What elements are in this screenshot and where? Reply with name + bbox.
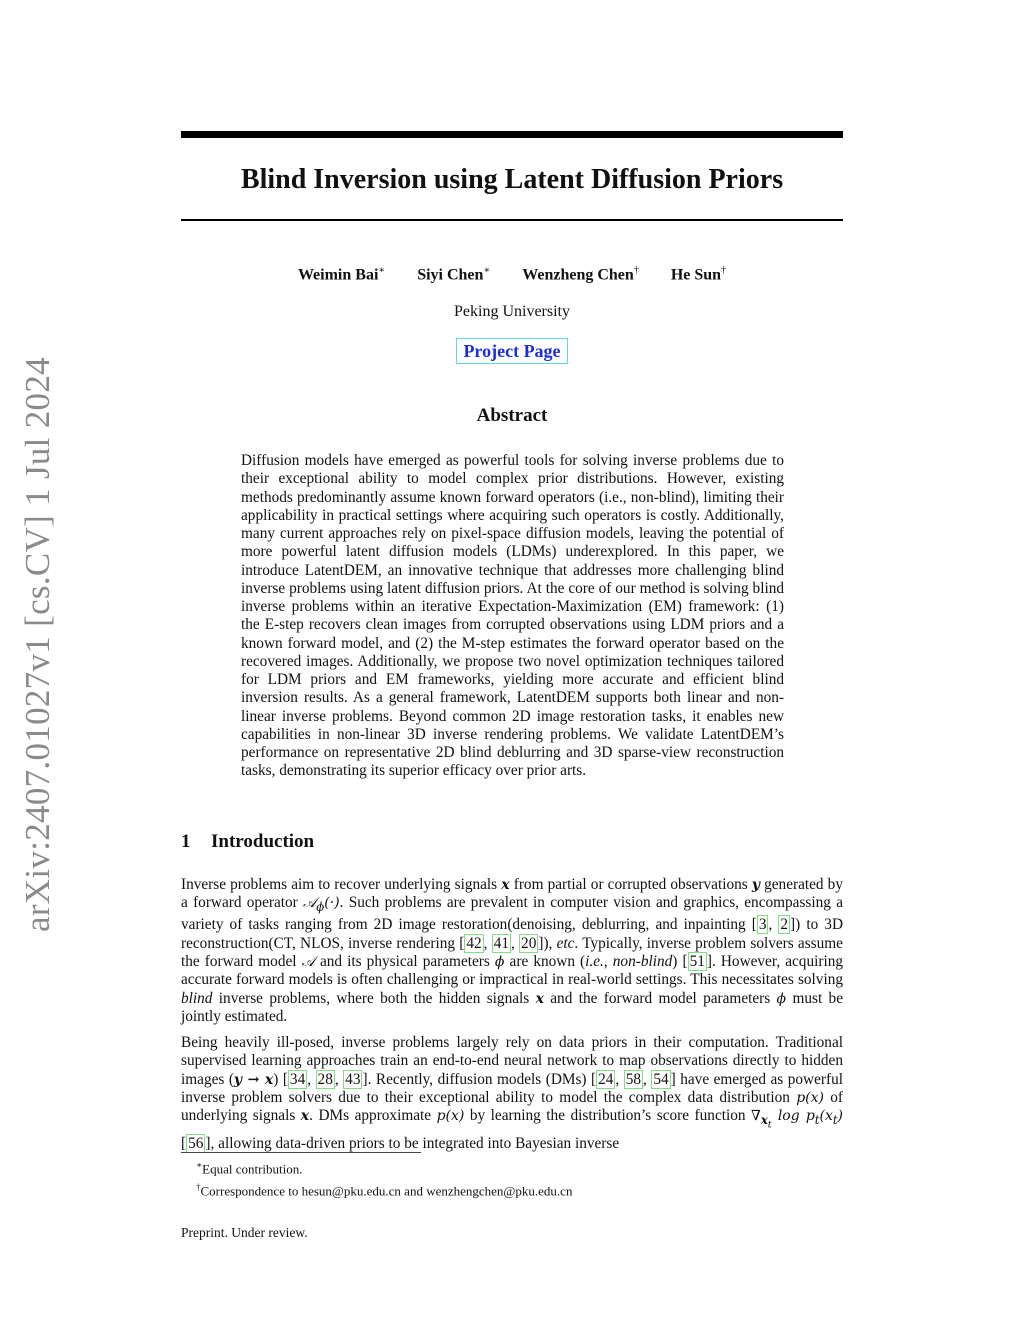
citation-link[interactable]: 41 [493,934,509,952]
author-list [181,265,843,284]
project-page-link[interactable]: Project Page [456,338,568,364]
citation-link[interactable]: 42 [466,934,482,952]
introduction-body [181,876,843,1161]
footnote-divider [181,1152,421,1153]
citation-link[interactable]: 34 [289,1070,306,1088]
author: Siyi Chen∗ [417,265,491,284]
abstract-heading: Abstract [476,405,548,426]
author: He Sun† [670,265,727,284]
citation-link[interactable]: 56 [188,1134,204,1152]
preprint-notice: Preprint. Under review. [181,1225,308,1240]
footnote: †Correspondence to hesun@pku.edu.cn and wenzhengchen@pku.edu.cn [196,1182,573,1199]
paragraph: Inverse problems aim to recover underlying signals x from partial or corrupted observations y generated by a forward operator 𝒜$_\phi$(·). Such problems are prevalent in computer vision and graphics, encompassing a variety of tasks ranging from 2D image restoration(denoising, deblurring, and inpainting [ 3 , 2 ]) to 3D reconstruction(CT, NLOS, inverse rendering [ 42 , 41 , 20 ]), etc. Typically, inverse problem solvers assume the forward model 𝒜 and its physical parameters ϕ are known (i.e., non-blind) [ 51 ]. However, acquiring accurate forward models is often challenging or impractical in real-world settings. This necessitates solving blind inverse problems, where both the hidden signals x and the forward model parameters ϕ must be jointly estimated. [181,876,844,1025]
footnote: ∗Equal contribution. [196,1160,303,1177]
title-rule-bottom [181,219,843,221]
citation-link[interactable]: 20 [521,934,537,952]
citation-link[interactable]: 43 [345,1070,361,1088]
abstract-text: Diffusion models have emerged as powerful tools for solving inverse problems due to their exceptional ability to model complex prior distributions. However, existing methods predominantly assume known forward operators (i.e., non-blind), limiting their applicability in practical settings where acquiring such operators is costly. Additionally, many current approaches rely on pixel-space diffusion models, leaving the potential of more powerful latent diffusion models (LDMs) underexplored. In this paper, we introduce LatentDEM, an innovative technique that addresses more challenging blind inverse problems using latent diffusion priors. At the core of our method is solving blind inverse problems within an iterative Expectation-Maximization (EM) framework: (1) the E-step recovers clean images from corrupted observations using LDM priors and a known forward model, and (2) the M-step estimates the forward operator based on the recovered images. Additionally, we propose two novel optimization techniques tailored for LDM priors and EM frameworks, yielding more accurate and efficient blind inversion results. As a general framework, LatentDEM supports both linear and non-linear inverse problems. Beyond common 2D image restoration tasks, it enables new capabilities in non-linear 3D inverse rendering problems. We validate LatentDEM’s performance on representative 2D blind deblurring and 3D sparse-view reconstruction tasks, demonstrating its superior efficacy over prior arts. [241,452,784,780]
citation-link[interactable]: 58 [625,1070,642,1088]
citation-link[interactable]: 28 [317,1070,333,1088]
citation-link[interactable]: 51 [689,952,705,970]
author: Wenzheng Chen† [522,265,639,284]
section-heading: 1 Introduction [181,831,315,852]
footnotes [196,1156,572,1201]
citation-link[interactable]: 54 [653,1070,669,1088]
arxiv-stamp: arXiv:2407.01027v1 [cs.CV] 1 Jul 2024 [18,357,57,932]
paragraph: Being heavily ill-posed, inverse problems largely rely on data priors in their computation. Traditional supervised learning approaches train an end-to-end neural network to map observations directly to hidden images (y → x) [ 34 , 28 , 43 ]. Recently, diffusion models (DMs) [ 24 , 58 , 54 ] have emerged as powerful inverse problem solvers due to their exceptional ability to model the complex data distribution p(x) of underlying signals x. DMs approximate p(x) by learning the distribution’s score function $\nabla_{x_t}$ $\log p_t(x_t)$ [ 56 ], allowing data-driven priors to be integrated into Bayesian inverse [181,1034,844,1152]
author: Weimin Bai∗ [297,265,386,284]
affiliation: Peking University [454,303,570,320]
citation-link[interactable]: 24 [598,1070,614,1088]
citation-link[interactable]: 2 [780,916,789,934]
paper-title: Blind Inversion using Latent Diffusion Priors [240,164,784,195]
title-rule-top [181,131,843,138]
citation-link[interactable]: 3 [758,916,767,934]
